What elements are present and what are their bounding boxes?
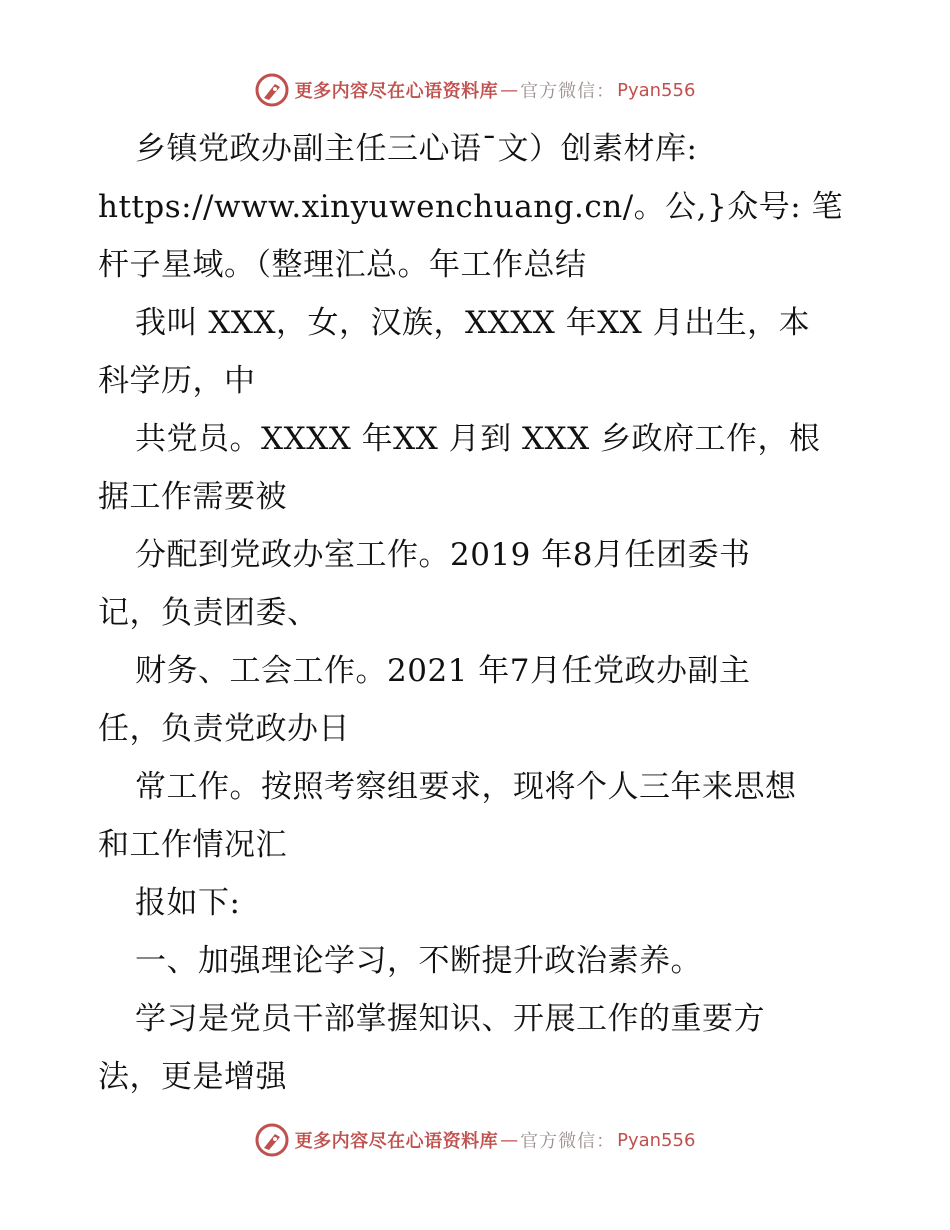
doc-line: 任，负责党政办日 bbox=[98, 711, 350, 747]
watermark-official-label: 官方微信： bbox=[520, 81, 616, 102]
watermark-wechat-id: Pyan556 bbox=[617, 79, 696, 101]
pen-nib-logo-icon bbox=[255, 73, 289, 107]
watermark-wechat-id: Pyan556 bbox=[617, 1129, 696, 1151]
doc-line: 法，更是增强 bbox=[98, 1059, 287, 1095]
doc-line: 和工作情况汇 bbox=[98, 827, 287, 863]
doc-line: 学习是党员干部掌握知识、开展工作的重要方 bbox=[135, 1001, 765, 1037]
watermark-title: 更多内容尽在心语资料库 bbox=[294, 81, 499, 102]
doc-line: https://www.xinyuwenchuang.cn/。公,}众号: 笔 bbox=[98, 189, 844, 225]
footer-watermark bbox=[0, 1120, 950, 1160]
doc-line: 报如下: bbox=[135, 885, 241, 921]
doc-line: 分配到党政办室工作。2019 年8月任团委书 bbox=[135, 537, 751, 573]
doc-line: 共党员。XXXX 年XX 月到 XXX 乡政府工作，根 bbox=[135, 421, 821, 457]
header-watermark bbox=[0, 70, 950, 110]
watermark-dash: — bbox=[500, 1129, 519, 1151]
doc-line: 记，负责团委、 bbox=[98, 595, 319, 631]
document-body bbox=[98, 120, 858, 1106]
doc-line: 科学历，中 bbox=[98, 363, 256, 399]
doc-line: 乡镇党政办副主任三心语¯文）创素材库: bbox=[135, 131, 698, 167]
doc-line: 杆子星域。（整理汇总。年工作总结 bbox=[98, 247, 587, 283]
watermark-official-label: 官方微信： bbox=[520, 1131, 616, 1152]
doc-line: 据工作需要被 bbox=[98, 479, 287, 515]
watermark-title: 更多内容尽在心语资料库 bbox=[294, 1131, 499, 1152]
doc-line: 财务、工会工作。2021 年7月任党政办副主 bbox=[135, 653, 751, 689]
doc-line: 我叫 XXX，女，汉族，XXXX 年XX 月出生，本 bbox=[135, 305, 811, 341]
watermark-dash: — bbox=[500, 79, 519, 101]
pen-nib-logo-icon bbox=[255, 1123, 289, 1157]
doc-line: 常工作。按照考察组要求，现将个人三年来思想 bbox=[135, 769, 797, 805]
doc-line: 一、加强理论学习，不断提升政治素养。 bbox=[135, 943, 702, 979]
